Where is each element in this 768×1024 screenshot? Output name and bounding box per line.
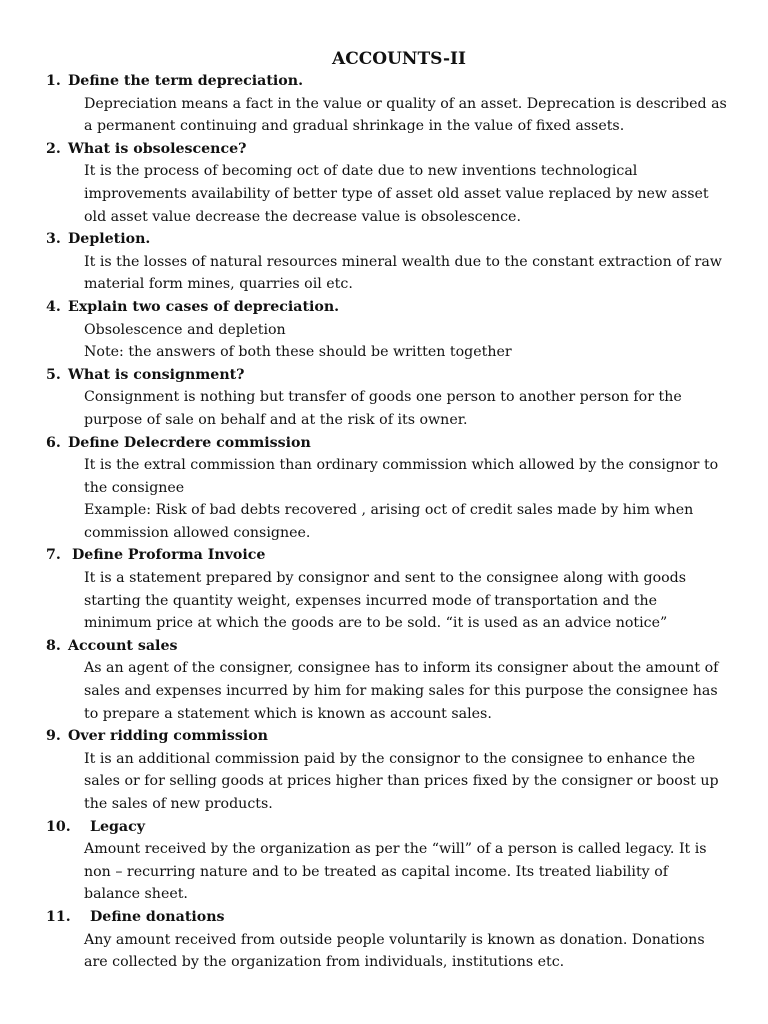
qa-item-7 (46, 544, 728, 634)
qa-item-5 (46, 364, 728, 432)
qa-item-3 (46, 228, 728, 296)
answer-paragraph: As an agent of the consigner, consignee has to inform its consigner about the amount of sales and expenses incurred by him for making sales for this purpose the consignee has to prepare a statement which is known as account sales. (84, 660, 719, 722)
answer-example: Example: Risk of bad debts recovered , arising oct of credit sales made by him when commission allowed consignee. (84, 502, 694, 541)
question-text: Define the term depreciation. (68, 73, 304, 89)
question-number: 1. (46, 73, 61, 89)
answer-paragraph: It is a statement prepared by consignor and sent to the consignee along with goods starting the quantity weight, expenses incurred mode of transportation and the minimum price at which the goods are to be sold. “it is used as an advice notice” (84, 570, 687, 632)
answer-paragraph: Amount received by the organization as per the “will” of a person is called legacy. It is non – recurring nature and to be treated as capital income. Its treated liability of balance sheet. (84, 841, 707, 903)
question-number: 9. (46, 728, 61, 745)
qa-item-11 (46, 906, 728, 974)
question-heading (46, 70, 728, 93)
question-text: Account sales (68, 637, 178, 654)
question-number: 11. (46, 908, 71, 925)
question-heading (46, 725, 728, 748)
qa-item-10 (46, 816, 728, 906)
answer-paragraph: It is the losses of natural resources mineral wealth due to the constant extraction of raw material form mines, quarries oil etc. (84, 253, 722, 293)
answer-paragraph: It is the extral commission than ordinary commission which allowed by the consignor to the consignee (84, 457, 719, 496)
answer-paragraph: Consignment is nothing but transfer of goods one person to another person for the purpose of sale on behalf and at the risk of its owner. (84, 389, 682, 428)
document-title: ACCOUNTS-II (332, 49, 466, 69)
answer-paragraph: It is the process of becoming oct of date due to new inventions technological improvements availability of better type of asset old asset value replaced by new asset old asset value decrease the decrease value is obsolescence. (84, 163, 709, 225)
question-heading (46, 228, 728, 251)
question-number: 2. (46, 140, 61, 157)
question-heading (46, 432, 728, 455)
question-number: 10. (46, 818, 71, 835)
question-heading (46, 364, 728, 387)
question-text: Explain two cases of depreciation. (68, 298, 340, 315)
question-heading (46, 296, 728, 319)
answer-paragraph: Obsolescence and depletion (84, 321, 286, 338)
qa-item-2 (46, 138, 728, 228)
question-number: 7. (46, 547, 61, 564)
question-number: 4. (46, 298, 61, 315)
question-text: Depletion. (68, 231, 151, 248)
question-text: What is obsolescence? (68, 140, 247, 157)
qa-item-9 (46, 725, 728, 815)
answer-note: Note: the answers of both these should be written together (84, 344, 512, 361)
question-number: 8. (46, 637, 61, 654)
answer-paragraph: Any amount received from outside people voluntarily is known as donation. Donations are collected by the organization from individuals, institutions etc. (84, 931, 705, 971)
question-text: What is consignment? (68, 366, 245, 383)
qa-item-6 (46, 432, 728, 545)
question-number: 5. (46, 366, 61, 383)
question-text: Define donations (90, 908, 225, 925)
qa-item-8 (46, 635, 728, 725)
qa-item-4 (46, 296, 728, 364)
question-text: Define Proforma Invoice (72, 547, 266, 564)
question-text: Over ridding commission (68, 728, 268, 745)
question-text: Legacy (90, 818, 145, 835)
answer-paragraph: It is an additional commission paid by the consignor to the consignee to enhance the sales or for selling goods at prices higher than prices fixed by the consigner or boost up the sales of new products. (84, 750, 719, 812)
answer-paragraph: Depreciation means a fact in the value or quality of an asset. Deprecation is described as a permanent continuing and gradual shrinkage in the value of fixed assets. (84, 95, 727, 135)
question-heading (46, 544, 728, 567)
qa-item-1 (46, 70, 728, 138)
question-text: Define Delecrdere commission (68, 434, 311, 451)
question-heading (46, 816, 728, 839)
question-heading (46, 635, 728, 658)
question-number: 6. (46, 434, 61, 451)
question-number: 3. (46, 231, 61, 248)
question-heading (46, 906, 728, 929)
question-heading (46, 138, 728, 161)
